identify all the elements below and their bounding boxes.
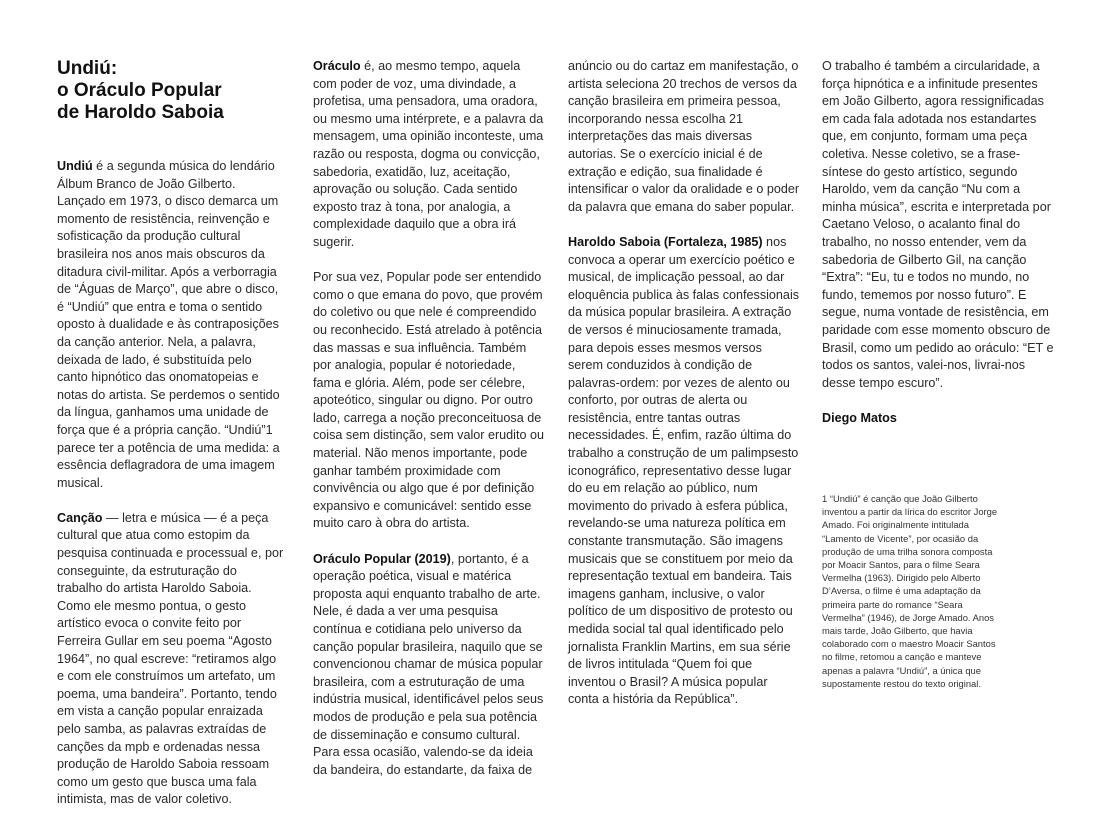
column-2	[313, 58, 545, 797]
column-1	[57, 58, 285, 827]
paragraph-lead: Oráculo Popular (2019)	[313, 551, 451, 566]
footnote: 1 “Undiú” é canção que João Gilberto inventou a partir da lírica do escritor Jorge Amado. Foi originalmente intitulada “Lamento de Vicente”, por ocasião da produção de uma trilha sonora composta por Moacir Santos, para o filme Seara Vermelha (1963). Dirigido pelo Alberto D’Aversa, o filme é uma adaptação da primeira parte do romance “Seara Vermelha” (1946), de Jorge Amado. Anos mais tarde, João Gilberto, que havia colaborado com o maestro Moacir Santos no filme, retomou a canção e manteve apenas a palavra “Undiú”, a única que supostamente restou do texto original.	[822, 493, 998, 689]
paragraph-oraculo-popular	[313, 551, 545, 780]
paragraph-continuation	[568, 58, 800, 216]
title-line-2: o Oráculo Popular	[57, 80, 222, 101]
paragraph-text: O trabalho é também a circularidade, a força hipnótica e a infinitude presentes em João Gilberto, agora ressignificadas em cada fala adotada nos estandartes que, em conjunto, formam uma peça coletiva. Nesse coletivo, se a frase-síntese do gesto artístico, segundo Haroldo, vem da canção “Nu com a minha música”, escrita e interpretada por Caetano Veloso, o acalanto final do trabalho, no nosso entender, vem da sabedoria de Gilberto Gil, na canção “Extra”: “Eu, tu e todos no mundo, no fundo, tememos por nosso futuro”. E segue, numa vontade de resistência, em paridade com esse momento obscuro de Brasil, como um pedido ao oráculo: “ET e todos os santos, valei-nos, livrai-nos desse tempo escuro”.	[822, 59, 1054, 390]
paragraph-text: — letra e música — é a peça cultural que atua como estopim da pesquisa continuada e processual e, por conseguinte, da estruturação do trabalho do artista Haroldo Saboia. Como ele mesmo pontua, o gesto artístico evoca o convite feito por Ferreira Gullar em seu poema “Agosto 1964”, no qual escreve: “retiramos algo e com ele construímos um artefato, um poema, uma bandeira”. Portanto, tendo em vista a canção popular enraizada pelo samba, as palavras extraídas de canções da mpb e ordenadas nessa produção de Haroldo Saboia ressoam como um gesto que busca uma fala intimista, mas de valor coletivo.	[57, 510, 284, 807]
paragraph-text: anúncio ou do cartaz em manifestação, o artista seleciona 20 trechos de versos da canção brasileira em primeira pessoa, incorporando nessa escolha 21 interpretações das mais diversas autorias. Se o exercício inicial é de extração e edição, sua finalidade é intensificar o valor da oralidade e o poder da palavra que emana do saber popular.	[568, 59, 800, 214]
article-title	[57, 58, 285, 124]
paragraph-circularidade	[822, 58, 1054, 392]
paragraph-lead: Undiú	[57, 159, 93, 173]
column-3	[568, 58, 800, 727]
paragraph-popular	[313, 269, 545, 533]
paragraph-text: , portanto, é a operação poética, visual e matérica proposta aqui enquanto trabalho de arte. Nele, é dada a ver uma pesquisa contínua e cotidiana pelo universo da canção popular brasileira, naquilo que se convencionou chamar de música popular brasileira, com a estruturação de uma indústria musical, identificável pelos seus modos de produção e pela sua potência de disseminação e consumo cultural. Para essa ocasião, valendo-se da ideia da bandeira, do estandarte, da faixa de	[313, 551, 544, 777]
title-line-1: Undiú:	[57, 58, 118, 79]
paragraph-text: é a segunda música do lendário Álbum Branco de João Gilberto. Lançado em 1973, o disco demarca um momento de resistência, reinvenção e sofisticação da produção cultural brasileira nos anos mais obscuros da ditadura civil-militar. Após a verborragia de “Águas de Março”, que abre o disco, é “Undiú” que entra e toma o sentido oposto à dualidade e às contraposições da canção anterior. Nela, a palavra, deixada de lado, é substituída pelo canto hipnótico das onomatopeias e notas do artista. Se perdemos o sentido da língua, ganhamos uma unidade de força que é a própria canção. “Undiú”1 parece ter a potência de uma medida: a essência deflagradora de uma imagem musical.	[57, 159, 280, 490]
paragraph-text: Por sua vez, Popular pode ser entendido como o que emana do povo, que provém do coletivo ou que nele é compreendido ou reconhecido. Está atrelado à potência das massas e sua influência. Também por analogia, popular é notoriedade, fama e glória. Além, pode ser célebre, apoteótico, singular ou digno. Por outro lado, carrega a noção preconceituosa de coisa sem distinção, sem valor erudito ou material. Não menos importante, pode ganhar também proximidade com convivência ou algo que é por definição expansivo e comunicável: sentido esse muito caro à obra do artista.	[313, 270, 544, 531]
paragraph-lead: Canção	[57, 510, 103, 525]
paragraph-text: é, ao mesmo tempo, aquela com poder de voz, uma divindade, a profetisa, uma pensadora, uma oradora, ou mesmo uma intérprete, e a palavra da mensagem, uma opinião inconteste, uma razão ou resposta, dogma ou convicção, sabedoria, exatidão, luz, aceitação, aprovação ou solução. Cada sentido exposto traz à tona, por analogia, a complexidade daquilo que a obra irá sugerir.	[313, 59, 544, 249]
paragraph-undiu	[57, 158, 285, 492]
column-4	[822, 58, 1054, 427]
paragraph-haroldo-saboia	[568, 234, 800, 709]
paragraph-oraculo	[313, 58, 545, 252]
author-signature: Diego Matos	[822, 410, 897, 425]
paragraph-lead: Oráculo	[313, 59, 361, 73]
title-line-3: de Haroldo Saboia	[57, 102, 224, 123]
paragraph-lead: Haroldo Saboia (Fortaleza, 1985)	[568, 234, 763, 249]
paragraph-text: nos convoca a operar um exercício poético e musical, de implicação pessoal, ao dar eloquência publica às falas confessionais da música popular brasileira. A extração de versos é minuciosamente tramada, para depois esses mesmos versos serem conduzidos à condição de palavras-ordem: por vezes de alento ou conforto, por outras de alerta ou resistência, entre tantas outras necessidades. É, enfim, razão última do trabalho a construção de um palimpsesto iconográfico, representativo desse lugar do eu em relação ao público, num movimento do privado à esfera pública, revelando-se uma natureza política em constante transmutação. São imagens musicais que se constituem por meio da representação textual em bandeira. Tais imagens ganham, inclusive, o valor político de um dispositivo de protesto ou medida social tal qual identificado pelo jornalista Franklin Martins, em sua série de livros intitulada “Quem foi que inventou o Brasil? A música popular conta a história da República”.	[568, 234, 800, 707]
paragraph-cancao	[57, 510, 285, 809]
